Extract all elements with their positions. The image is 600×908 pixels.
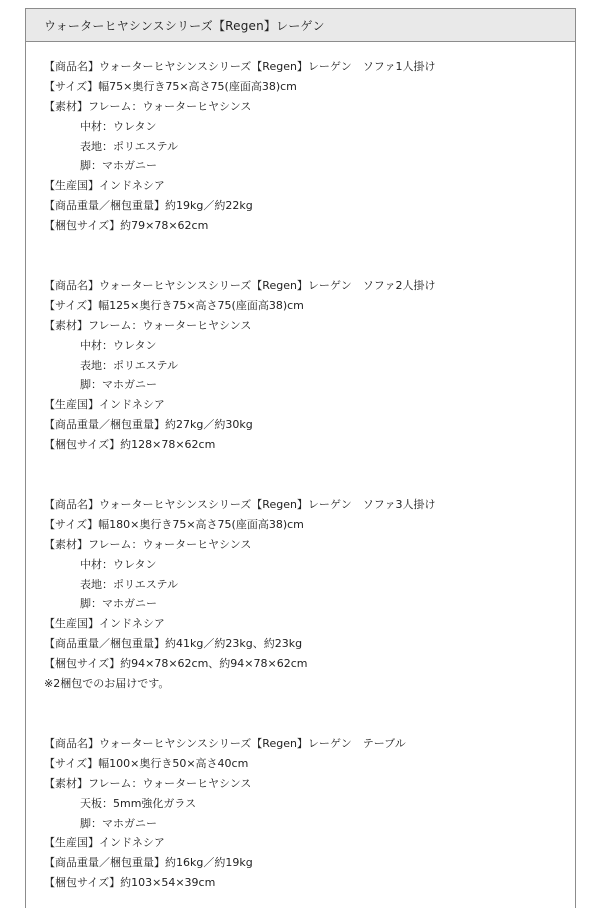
- spec-line: 【素材】フレーム：ウォーターヒヤシンス: [44, 318, 252, 332]
- product-spec-block: [44, 42, 575, 236]
- spec-sub-line: 表地：ポリエステル: [80, 577, 179, 591]
- spec-line: 【商品重量／梱包重量】約27kg／約30kg: [44, 418, 253, 432]
- spec-line: 【商品名】ウォーターヒヤシンスシリーズ【Regen】レーゲン ソファ3人掛け: [44, 498, 436, 512]
- spec-panel: [25, 8, 576, 908]
- spec-sub-line: 表地：ポリエステル: [80, 358, 179, 372]
- spec-line: 【商品重量／梱包重量】約19kg／約22kg: [44, 199, 253, 213]
- spec-line: 【サイズ】幅100×奥行き50×高さ40cm: [44, 756, 249, 770]
- spec-line: 【商品名】ウォーターヒヤシンスシリーズ【Regen】レーゲン テーブル: [44, 736, 406, 750]
- spec-title: ウォーターヒヤシンスシリーズ【Regen】レーゲン: [44, 18, 325, 33]
- spec-sub-line: 脚：マホガニー: [80, 159, 157, 173]
- spec-line: 【商品重量／梱包重量】約16kg／約19kg: [44, 856, 253, 870]
- spec-line: 【生産国】インドネシア: [44, 836, 165, 850]
- spec-header: [26, 9, 575, 42]
- spec-line: ※2梱包でのお届けです。: [44, 677, 170, 691]
- spec-sub-line: 中材：ウレタン: [80, 338, 157, 352]
- spec-line: 【生産国】インドネシア: [44, 617, 165, 631]
- spec-sub-line: 天板：5mm強化ガラス: [80, 796, 197, 810]
- spec-line: 【生産国】インドネシア: [44, 179, 165, 193]
- spec-line: 【商品名】ウォーターヒヤシンスシリーズ【Regen】レーゲン ソファ1人掛け: [44, 60, 436, 73]
- product-spec-block: [44, 455, 575, 694]
- spec-line: 【梱包サイズ】約94×78×62cm、約94×78×62cm: [44, 657, 308, 671]
- spec-line: 【梱包サイズ】約128×78×62cm: [44, 438, 216, 452]
- spec-sub-line: 中材：ウレタン: [80, 557, 157, 571]
- spec-line: 【梱包サイズ】約79×78×62cm: [44, 219, 209, 233]
- spec-line: 【サイズ】幅125×奥行き75×高さ75(座面高38)cm: [44, 298, 304, 312]
- spec-line: 【サイズ】幅180×奥行き75×高さ75(座面高38)cm: [44, 517, 304, 531]
- spec-line: 【素材】フレーム：ウォーターヒヤシンス: [44, 776, 252, 790]
- spec-line: 【生産国】インドネシア: [44, 398, 165, 412]
- spec-line: 【梱包サイズ】約103×54×39cm: [44, 876, 216, 890]
- spec-content: [26, 42, 575, 893]
- spec-sub-line: 脚：マホガニー: [80, 378, 157, 392]
- spec-line: 【素材】フレーム：ウォーターヒヤシンス: [44, 99, 252, 113]
- product-spec-block: [44, 694, 575, 893]
- spec-sub-line: 脚：マホガニー: [80, 816, 157, 830]
- spec-line: 【素材】フレーム：ウォーターヒヤシンス: [44, 537, 252, 551]
- spec-line: 【商品名】ウォーターヒヤシンスシリーズ【Regen】レーゲン ソファ2人掛け: [44, 279, 436, 293]
- spec-sub-line: 表地：ポリエステル: [80, 139, 179, 153]
- spec-sub-line: 脚：マホガニー: [80, 597, 157, 611]
- spec-line: 【商品重量／梱包重量】約41kg／約23kg、約23kg: [44, 637, 303, 651]
- spec-line: 【サイズ】幅75×奥行き75×高さ75(座面高38)cm: [44, 79, 297, 93]
- product-spec-block: [44, 236, 575, 455]
- spec-sub-line: 中材：ウレタン: [80, 119, 157, 133]
